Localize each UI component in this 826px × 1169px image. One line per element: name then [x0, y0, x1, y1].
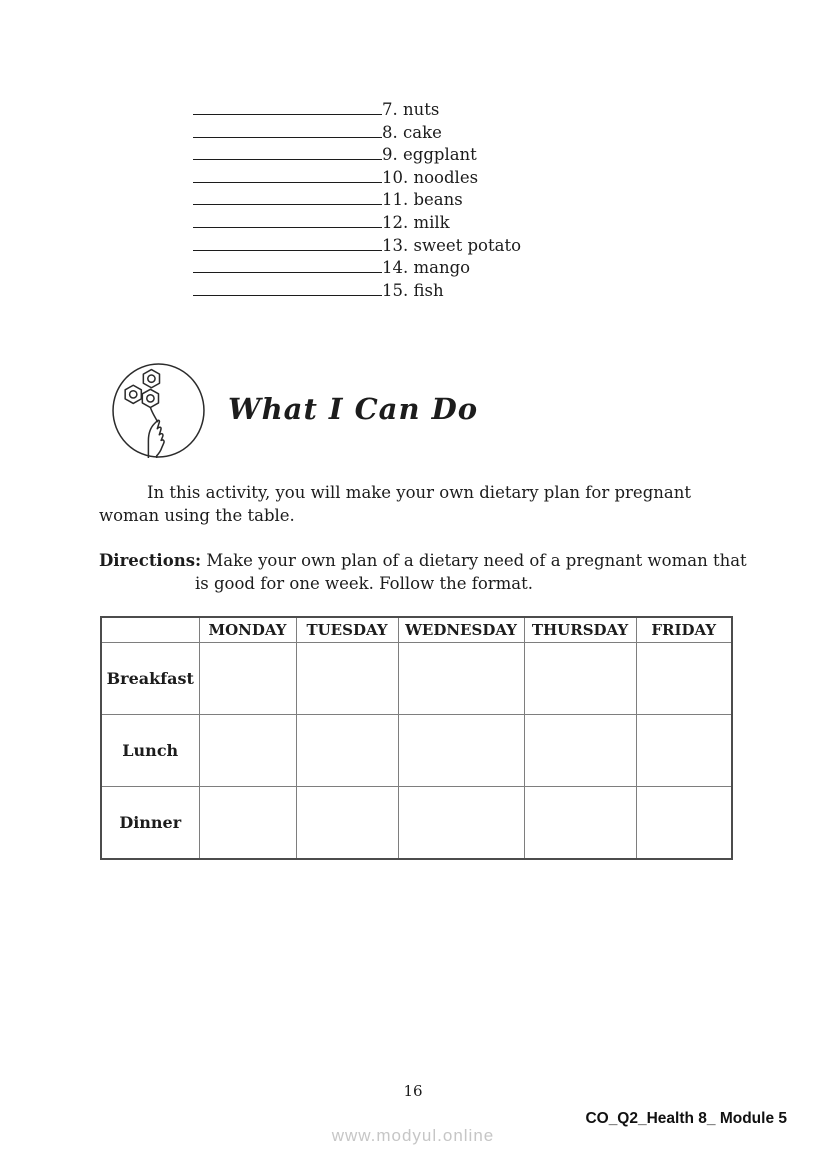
plan-cell — [636, 787, 732, 859]
fill-in-item — [193, 280, 521, 303]
fill-in-list — [193, 99, 521, 302]
fill-in-item-label: 10. noodles — [382, 167, 479, 187]
directions-line-1 — [99, 550, 747, 572]
fill-in-item — [193, 212, 521, 235]
intro-paragraph-line-2: woman using the table. — [99, 506, 295, 525]
table-header-row — [101, 617, 732, 643]
fill-in-item — [193, 167, 521, 190]
answer-blank-line — [193, 259, 382, 273]
column-header-thursday: THURSDAY — [524, 617, 636, 643]
plan-cell — [524, 715, 636, 787]
plan-cell — [524, 643, 636, 715]
plan-cell — [636, 643, 732, 715]
answer-blank-line — [193, 214, 382, 228]
plan-cell — [199, 643, 296, 715]
plan-cell — [524, 787, 636, 859]
fill-in-item — [193, 189, 521, 212]
row-label-dinner: Dinner — [101, 787, 199, 859]
answer-blank-line — [193, 169, 382, 183]
plan-cell — [296, 715, 398, 787]
section-title: What I Can Do — [228, 392, 479, 426]
watermark: www.modyul.online — [331, 1126, 495, 1145]
directions-line-2: is good for one week. Follow the format. — [195, 574, 534, 593]
plan-cell — [398, 787, 524, 859]
table-corner-cell — [101, 617, 199, 643]
answer-blank-line — [193, 124, 382, 138]
plan-cell — [636, 715, 732, 787]
fill-in-item — [193, 257, 521, 280]
hand-balancing-flowers-icon — [111, 361, 206, 458]
plan-cell — [398, 715, 524, 787]
dietary-plan-table — [100, 616, 733, 860]
answer-blank-line — [193, 191, 382, 205]
fill-in-item-label: 13. sweet potato — [382, 235, 522, 255]
page-number: 16 — [403, 1082, 423, 1100]
plan-cell — [199, 787, 296, 859]
table-row-dinner — [101, 787, 732, 859]
table-row-lunch — [101, 715, 732, 787]
fill-in-item — [193, 99, 521, 122]
module-code: CO_Q2_Health 8_ Module 5 — [585, 1110, 787, 1127]
answer-blank-line — [193, 282, 382, 296]
answer-blank-line — [193, 101, 382, 115]
column-header-friday: FRIDAY — [636, 617, 732, 643]
table-row-breakfast — [101, 643, 732, 715]
directions-text: Make your own plan of a dietary need of a pregnant woman that — [201, 551, 747, 570]
answer-blank-line — [193, 237, 382, 251]
row-label-breakfast: Breakfast — [101, 643, 199, 715]
intro-paragraph-line-1: In this activity, you will make your own dietary plan for pregnant — [147, 483, 691, 502]
plan-cell — [199, 715, 296, 787]
column-header-tuesday: TUESDAY — [296, 617, 398, 643]
fill-in-item-label: 12. milk — [382, 212, 450, 232]
column-header-wednesday: WEDNESDAY — [398, 617, 524, 643]
row-label-lunch: Lunch — [101, 715, 199, 787]
column-header-monday: MONDAY — [199, 617, 296, 643]
answer-blank-line — [193, 146, 382, 160]
fill-in-item-label: 8. cake — [382, 122, 442, 142]
fill-in-item-label: 9. eggplant — [382, 145, 477, 165]
plan-cell — [296, 787, 398, 859]
fill-in-item-label: 15. fish — [382, 280, 444, 300]
fill-in-item-label: 11. beans — [382, 190, 463, 210]
plan-cell — [398, 643, 524, 715]
directions-label: Directions: — [99, 551, 202, 570]
fill-in-item — [193, 235, 521, 258]
fill-in-item — [193, 144, 521, 167]
fill-in-item-label: 7. nuts — [382, 100, 440, 119]
plan-cell — [296, 643, 398, 715]
fill-in-item — [193, 122, 521, 145]
fill-in-item-label: 14. mango — [382, 258, 471, 278]
